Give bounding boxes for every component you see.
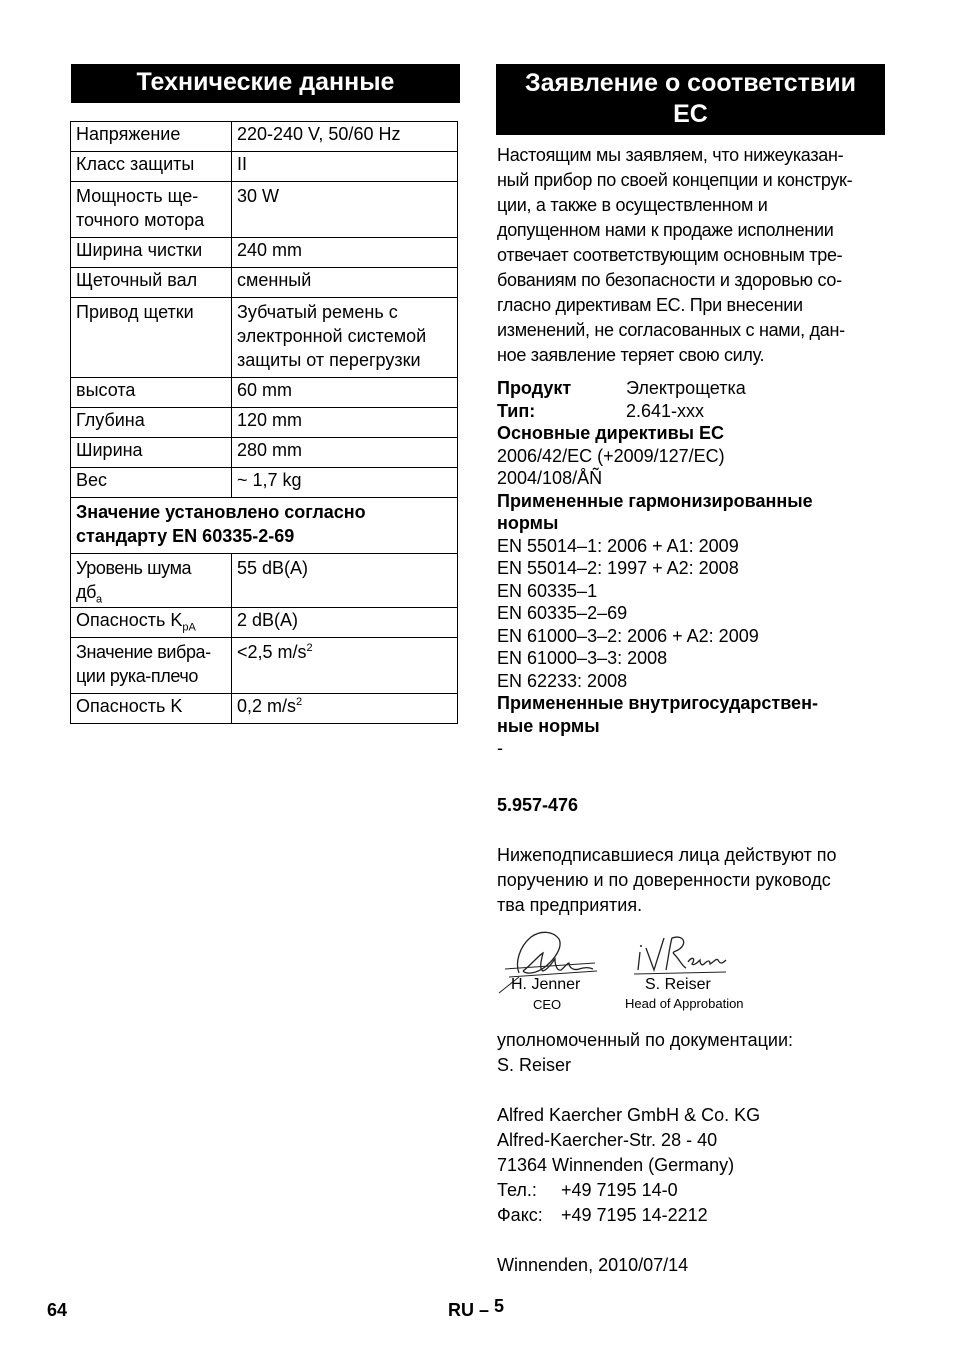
spec-value: 55 dB(A) xyxy=(232,554,458,608)
declaration-heading-line: ЕС xyxy=(673,100,708,128)
spec-value: 220-240 V, 50/60 Hz xyxy=(232,122,458,152)
phone-value: +49 7195 14-0 xyxy=(561,1180,678,1200)
noise-unit: дб xyxy=(76,582,97,602)
harmonized-item: EN 62233: 2008 xyxy=(497,670,628,691)
spec-key: Привод щетки xyxy=(71,298,232,378)
table-row xyxy=(71,438,458,468)
signatories-text xyxy=(497,843,887,918)
table-row xyxy=(71,122,458,152)
spec-value xyxy=(232,298,458,378)
company-line: Alfred Kaercher GmbH & Co. KG xyxy=(497,1105,761,1125)
spec-key xyxy=(71,608,232,638)
harmonized-item: EN 55014–2: 1997 + A2: 2008 xyxy=(497,558,739,578)
technical-data-table xyxy=(70,121,458,724)
signatories-line: Нижеподписавшиеся лица действуют по xyxy=(497,845,837,865)
technical-data-heading: Технические данные xyxy=(71,64,460,103)
spec-key: Щеточный вал xyxy=(71,268,232,298)
table-row xyxy=(71,378,458,408)
spec-value: 60 mm xyxy=(232,378,458,408)
intro-line: отвечает соответствующим основным тре- xyxy=(497,245,843,265)
spec-value: сменный xyxy=(232,268,458,298)
spec-key-line xyxy=(76,580,226,604)
table-row xyxy=(71,152,458,182)
signer1-role: CEO xyxy=(533,997,562,1012)
vibration-superscript: 2 xyxy=(306,642,313,654)
directive-item: 2006/42/EC (+2009/127/EC) xyxy=(497,445,725,466)
spec-key: Ширина чистки xyxy=(71,238,232,268)
danger-k-superscript: 2 xyxy=(296,696,303,708)
directives-label: Основные директивы ЕС xyxy=(497,423,725,443)
spec-value: ~ 1,7 kg xyxy=(232,468,458,498)
company-line: 71364 Winnenden (Germany) xyxy=(497,1155,735,1175)
table-row xyxy=(71,182,458,238)
harmonized-label: Примененные гармонизированные xyxy=(497,490,813,511)
signatories-line: тва предприятия. xyxy=(497,895,643,915)
spec-key-line: Уровень шума xyxy=(76,558,192,578)
fax-row xyxy=(497,1203,887,1228)
danger-subscript: pA xyxy=(182,621,196,634)
footer-language xyxy=(448,1296,505,1321)
intro-line: ное заявление теряет свою силу. xyxy=(497,345,765,365)
table-row xyxy=(71,694,458,724)
company-line: Alfred-Kaercher-Str. 28 - 40 xyxy=(497,1130,718,1150)
table-row xyxy=(71,298,458,378)
vibration-value: <2,5 m/s xyxy=(237,642,307,662)
footer-dash: – xyxy=(479,1300,490,1320)
declaration-intro xyxy=(497,143,887,368)
spec-key: Глубина xyxy=(71,408,232,438)
document-number: 5.957-476 xyxy=(497,795,579,815)
signature-reiser xyxy=(630,930,730,978)
intro-line: ный прибор по своей концепции и конструк- xyxy=(497,170,853,190)
national-label: Примененные внутригосударствен- xyxy=(497,693,818,713)
national-label: ные нормы xyxy=(497,715,600,736)
spec-key: высота xyxy=(71,378,232,408)
danger-label: Опасность K xyxy=(76,610,183,630)
directive-item: 2004/108/ÅÑ xyxy=(497,468,603,488)
spec-key: Класс защиты xyxy=(71,152,232,182)
spec-value: II xyxy=(232,152,458,182)
spec-value-line: Зубчатый ремень с xyxy=(237,302,398,322)
spec-value xyxy=(232,694,458,724)
company-address xyxy=(497,1103,887,1228)
danger-k-value: 0,2 m/s xyxy=(237,696,297,716)
spec-key: Ширина xyxy=(71,438,232,468)
intro-line: бованиям по безопасности и здоровью со- xyxy=(497,270,842,290)
spec-note-line: стандарту EN 60335-2-69 xyxy=(76,526,295,546)
spec-value: 240 mm xyxy=(232,238,458,268)
place-date: Winnenden, 2010/07/14 xyxy=(497,1255,689,1275)
product-details xyxy=(497,377,887,760)
table-row xyxy=(71,498,458,554)
type-label: Тип: xyxy=(497,400,536,421)
spec-value xyxy=(232,638,458,694)
spec-key-line: ции рука-плечо xyxy=(76,666,198,686)
spec-note-line: Значение установлено согласно xyxy=(76,502,366,522)
harmonized-item: EN 55014–1: 2006 + A1: 2009 xyxy=(497,535,739,556)
spec-key: Вес xyxy=(71,468,232,498)
table-row xyxy=(71,638,458,694)
spec-value: 2 dB(A) xyxy=(232,608,458,638)
spec-key: Опасность K xyxy=(71,694,232,724)
intro-line: Настоящим мы заявляем, что нижеуказан- xyxy=(497,145,844,165)
authorized-name: S. Reiser xyxy=(497,1055,572,1075)
spec-value-line: электронной системой xyxy=(237,326,427,346)
signer2-role: Head of Approbation xyxy=(625,996,744,1011)
spec-value: 280 mm xyxy=(232,438,458,468)
spec-value: 120 mm xyxy=(232,408,458,438)
harmonized-item: EN 60335–2–69 xyxy=(497,603,628,623)
fax-label: Факс: xyxy=(497,1205,543,1225)
spec-key xyxy=(71,182,232,238)
product-value: Электрощетка xyxy=(626,378,746,398)
spec-key-line: Мощность ще- xyxy=(76,186,199,206)
intro-line: ции, а также в осуществленном и xyxy=(497,195,768,215)
spec-key: Напряжение xyxy=(71,122,232,152)
table-row xyxy=(71,238,458,268)
intro-line: допущенном нами к продаже исполнении xyxy=(497,220,834,240)
harmonized-item: EN 61000–3–3: 2008 xyxy=(497,648,668,668)
national-value: - xyxy=(497,738,503,758)
harmonized-item: EN 61000–3–2: 2006 + A2: 2009 xyxy=(497,625,759,646)
page-number: 64 xyxy=(47,1300,68,1320)
table-row xyxy=(71,408,458,438)
table-row xyxy=(71,268,458,298)
signer2-name: S. Reiser xyxy=(645,976,711,993)
signatories-line: поручению и по доверенности руководс xyxy=(497,870,831,890)
footer-lang: RU xyxy=(448,1300,474,1320)
intro-line: гласно директивам ЕС. При внесении xyxy=(497,295,803,315)
product-label: Продукт xyxy=(497,378,572,398)
intro-line: изменений, не согласованных с нами, дан- xyxy=(497,320,845,340)
phone-label: Тел.: xyxy=(497,1180,537,1200)
harmonized-label: нормы xyxy=(497,513,559,533)
noise-subscript: a xyxy=(96,593,102,606)
spec-key-line: точного мотора xyxy=(76,210,205,230)
fax-value: +49 7195 14-2212 xyxy=(561,1205,708,1225)
signer1-name: H. Jenner xyxy=(511,976,581,993)
declaration-heading xyxy=(496,64,885,135)
table-row xyxy=(71,468,458,498)
authorized-label: уполномоченный по документации: xyxy=(497,1030,794,1050)
spec-key xyxy=(71,554,232,608)
type-value: 2.641-xxx xyxy=(626,400,705,421)
table-row xyxy=(71,554,458,608)
product-row xyxy=(497,377,887,400)
footer-section-number: 5 xyxy=(494,1296,505,1316)
harmonized-item: EN 60335–1 xyxy=(497,580,598,601)
spec-value-line: защиты от перегрузки xyxy=(237,350,421,370)
declaration-heading-line: Заявление о соответствии xyxy=(524,69,857,97)
spec-key xyxy=(71,638,232,694)
spec-note xyxy=(71,498,458,554)
type-row xyxy=(497,400,887,423)
table-row xyxy=(71,608,458,638)
authorized-block xyxy=(497,1028,887,1078)
spec-value: 30 W xyxy=(232,182,458,238)
phone-row xyxy=(497,1178,887,1203)
spec-key-line: Значение вибра- xyxy=(76,642,211,662)
